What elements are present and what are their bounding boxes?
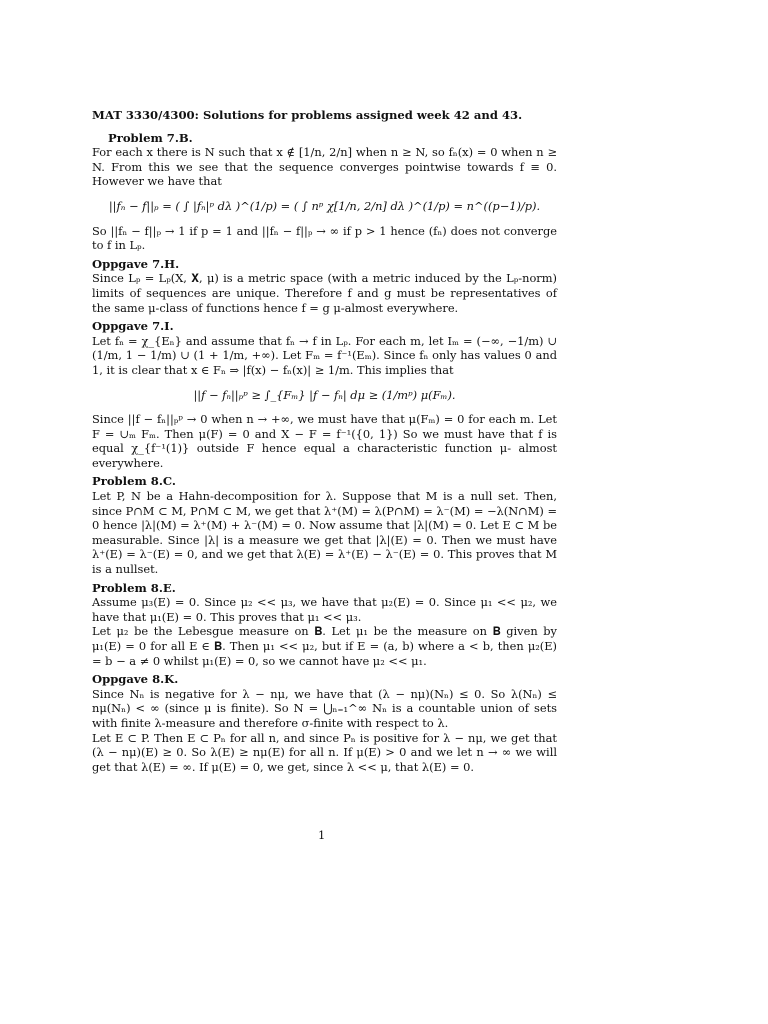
section-paragraph: Let P, N be a Hahn-decomposition for λ. Suppose that M is a null set. Then, since P∩M ⊂ M, P∩M ⊂ M, we get that λ⁺(M) = λ(P∩M) = λ⁻(M) = −λ(N∩M) = 0 hence |λ|(M) = λ⁺(M) + λ⁻(M) = 0. Now assume that |λ|(M) = 0. Let E ⊂ M be measurable. Since |λ| is a measure we get that |λ|(E) = 0. Then we must have λ⁺(E) = λ⁻(E) = 0, and we get that λ(E) = λ⁺(E) − λ⁻(E) = 0. This proves that M is a nullset.	[92, 489, 557, 577]
section-oppgave-8k	[92, 672, 557, 774]
section-oppgave-7i	[92, 319, 557, 470]
display-equation: ||f − fₙ||ₚᵖ ≥ ∫_{Fₘ} |f − fₙ| dμ ≥ (1/mᵖ) μ(Fₘ).	[193, 387, 456, 402]
document-title: MAT 3330/4300: Solutions for problems assigned week 42 and 43.	[92, 108, 523, 122]
section-paragraph: Let E ⊂ P. Then E ⊂ Pₙ for all n, and since Pₙ is positive for λ − nμ, we get that (λ − nμ)(E) ≥ 0. So λ(E) ≥ nμ(E) for all n. If μ(E) > 0 and we let n → ∞ we will get that λ(E) = ∞. If μ(E) = 0, we get, since λ << μ, that λ(E) = 0.	[92, 730, 557, 774]
section-heading: Oppgave 7.H.	[92, 256, 180, 271]
section-problem-7b	[92, 131, 557, 253]
section-paragraph: So ||fₙ − f||ₚ → 1 if p = 1 and ||fₙ − f||ₚ → ∞ if p > 1 hence (fₙ) does not converge to f in Lₚ.	[92, 223, 557, 253]
section-heading: Oppgave 7.I.	[92, 319, 174, 334]
section-heading: Oppgave 8.K.	[92, 672, 179, 687]
section-paragraph: Let μ₂ be the Lebesgue measure on 𝐁. Let μ₁ be the measure on 𝐁 given by μ₁(E) = 0 for all E ∈ 𝐁. Then μ₁ << μ₂, but if E = (a, b) where a < b, then μ₂(E) = b − a ≠ 0 whilst μ₁(E) = 0, so we cannot have μ₂ << μ₁.	[92, 624, 557, 668]
section-oppgave-7h	[92, 257, 557, 315]
section-paragraph: Since ||f − fₙ||ₚᵖ → 0 when n → +∞, we must have that μ(Fₘ) = 0 for each m. Let F = ∪ₘ Fₘ. Then μ(F) = 0 and X − F = f⁻¹({0, 1}) So we must have that f is equal χ_{f⁻¹(1)} outside F hence equal a characteristic function μ- almost everywhere.	[92, 412, 557, 470]
section-heading: Problem 7.B.	[108, 130, 193, 145]
section-paragraph: For each x there is N such that x ∉ [1/n, 2/n] when n ≥ N, so fₙ(x) = 0 when n ≥ N. From this we see that the sequence converges pointwise towards f ≡ 0. However we have that	[92, 145, 557, 189]
section-paragraph: Let fₙ = χ_{Eₙ} and assume that fₙ → f in Lₚ. For each m, let Iₘ = (−∞, −1/m) ∪ (1/m, 1 − 1/m) ∪ (1 + 1/m, +∞). Let Fₘ = f⁻¹(Eₘ). Since fₙ only has values 0 and 1, it is clear that x ∈ Fₙ ⇒ |f(x) − fₙ(x)| ≥ 1/m. This implies that	[92, 333, 557, 377]
display-equation: ||fₙ − f||ₚ = ( ∫ |fₙ|ᵖ dλ )^(1/p) = ( ∫ nᵖ χ[1/n, 2/n] dλ )^(1/p) = n^((p−1)/p).	[108, 198, 541, 213]
section-heading: Problem 8.C.	[92, 474, 176, 489]
section-problem-8e	[92, 581, 557, 669]
section-heading: Problem 8.E.	[92, 580, 176, 595]
document-page	[92, 108, 557, 774]
section-problem-8c	[92, 474, 557, 576]
page-number: 1	[318, 828, 326, 842]
section-paragraph: Since Lₚ = Lₚ(X, 𝐗, μ) is a metric space (with a metric induced by the Lₚ-norm) limits of sequences are unique. Therefore f and g must be representatives of the same μ-class of functions hence f = g μ-almost everywhere.	[92, 271, 557, 315]
section-paragraph: Assume μ₃(E) = 0. Since μ₂ << μ₃, we have that μ₂(E) = 0. Since μ₁ << μ₂, we have that μ₁(E) = 0. This proves that μ₁ << μ₃.	[92, 595, 557, 624]
section-paragraph: Since Nₙ is negative for λ − nμ, we have that (λ − nμ)(Nₙ) ≤ 0. So λ(Nₙ) ≤ nμ(Nₙ) < ∞ (since μ is finite). So N = ⋃ₙ₌₁^∞ Nₙ is a countable union of sets with finite λ-measure and therefore σ-finite with respect to λ.	[92, 686, 557, 730]
